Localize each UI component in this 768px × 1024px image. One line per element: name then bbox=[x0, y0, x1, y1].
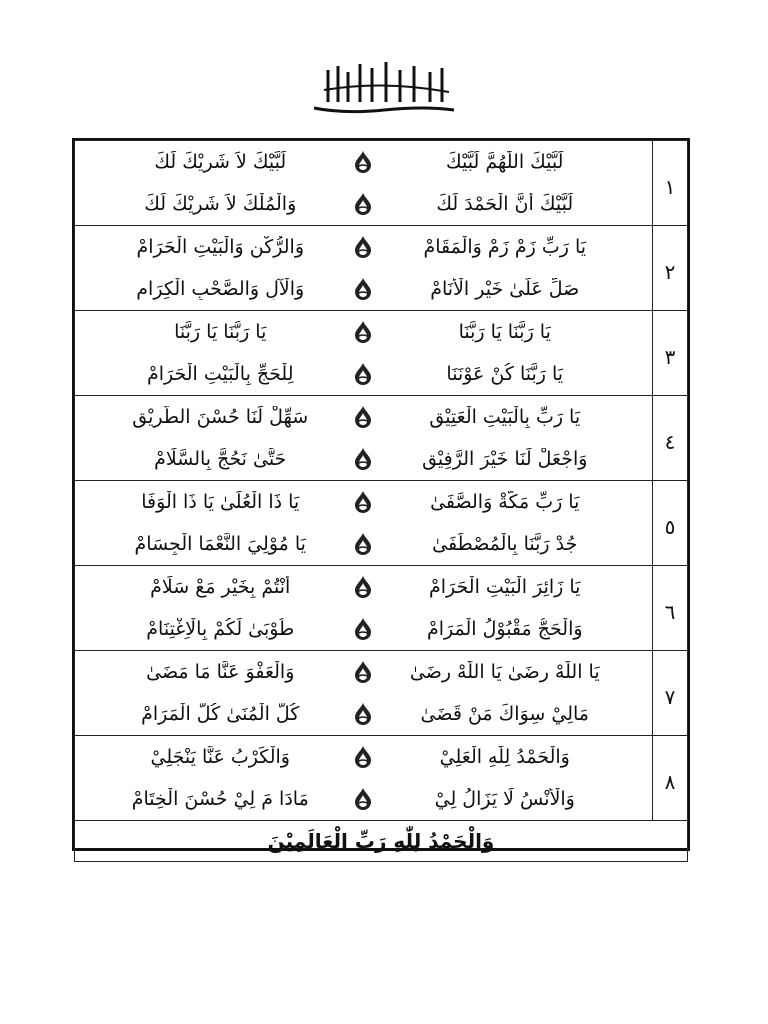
verse-line bbox=[75, 396, 652, 438]
stanza-verses bbox=[75, 651, 653, 736]
poem-table bbox=[74, 140, 688, 862]
stanza-number: ٧ bbox=[653, 651, 688, 736]
verse-line bbox=[75, 651, 652, 693]
teardrop-flourish-icon bbox=[348, 699, 378, 729]
teardrop-flourish-icon bbox=[348, 572, 378, 602]
stanza-row bbox=[75, 141, 688, 226]
verse-line bbox=[75, 183, 652, 225]
verse-left-hemistich: يَا رَبَّنَا يَا رَبَّنَا bbox=[174, 321, 267, 343]
verse-line bbox=[75, 778, 652, 820]
verse-right-hemistich: وَالْأُنْسُ لَا يَزَالُ لِيْ bbox=[434, 788, 575, 810]
teardrop-flourish-icon bbox=[348, 189, 378, 219]
verse-right-hemistich: لَبَّيْكَ اللّٰهُمَّ لَبَّيْكَ bbox=[446, 151, 564, 173]
teardrop-flourish-icon bbox=[348, 657, 378, 687]
verse-left-hemistich: وَالْكَرْبُ عَنَّا يَنْجَلِيْ bbox=[150, 746, 290, 768]
teardrop-flourish-icon bbox=[348, 274, 378, 304]
teardrop-flourish-icon bbox=[348, 784, 378, 814]
stanza-number: ٢ bbox=[653, 226, 688, 311]
verse-left-hemistich: لِلْحَجِّ بِالْبَيْتِ الْحَرَامْ bbox=[146, 363, 294, 385]
stanza-verses bbox=[75, 481, 653, 566]
verse-left-hemistich: وَالرُّكْنِ وَالْبَيْتِ الْحَرَامْ bbox=[136, 236, 305, 258]
verse-right-hemistich: لَبَّيْكَ أَنَّ الْحَمْدَ لَكَ bbox=[436, 193, 574, 215]
verse-right-hemistich: وَالْحَجُّ مَقْبُوْلُ الْمَرَامْ bbox=[426, 618, 583, 640]
teardrop-flourish-icon bbox=[348, 614, 378, 644]
stanza-verses bbox=[75, 566, 653, 651]
verse-line bbox=[75, 226, 652, 268]
verse-right-hemistich: جُدْ رَبَّنَا بِالْمُصْطَفَىٰ bbox=[432, 533, 578, 555]
stanza-verses bbox=[75, 396, 653, 481]
stanza-number: ٨ bbox=[653, 736, 688, 821]
basmala-text bbox=[0, 0, 1, 1]
verse-right-hemistich: يَا زَائِرَ الْبَيْتِ الْحَرَامْ bbox=[429, 576, 581, 598]
verse-line bbox=[75, 736, 652, 778]
stanza-number: ٦ bbox=[653, 566, 688, 651]
verse-right-hemistich: وَاجْعَلْ لَنَا خَيْرَ الرَّفِيْقِ bbox=[422, 448, 588, 470]
verse-right-hemistich: يَا رَبِّ مَكَّةْ وَالصَّفَىٰ bbox=[430, 491, 580, 513]
teardrop-flourish-icon bbox=[348, 402, 378, 432]
verse-right-hemistich: صَلِّ عَلَىٰ خَيْرِ الْأَنَامْ bbox=[430, 278, 580, 300]
verse-line bbox=[75, 693, 652, 735]
teardrop-flourish-icon bbox=[348, 317, 378, 347]
closing-text: وَالْحَمْدُ لِلّٰهِ رَبِّ الْعَالَمِيْنَ bbox=[75, 821, 688, 862]
basmala-flourish bbox=[284, 50, 484, 120]
verse-line bbox=[75, 268, 652, 310]
verse-left-hemistich: وَالْمُلْكَ لاَ شَرِيْكَ لَكَ bbox=[144, 193, 297, 215]
teardrop-flourish-icon bbox=[348, 487, 378, 517]
verse-left-hemistich: وَالْآلِ وَالصَّحْبِ الْكِرَامِ bbox=[136, 278, 305, 300]
stanza-number: ٣ bbox=[653, 311, 688, 396]
stanza-row bbox=[75, 736, 688, 821]
verse-left-hemistich: كُلَّ الْمُنَىٰ كُلَّ الْمَرَامْ bbox=[141, 703, 300, 725]
stanza-number: ٥ bbox=[653, 481, 688, 566]
teardrop-flourish-icon bbox=[348, 359, 378, 389]
verse-left-hemistich: وَالْعَفْوَ عَنَّا مَا مَضَىٰ bbox=[146, 661, 295, 683]
verse-right-hemistich: يَا رَبَّنَا كُنْ عَوْنَنَا bbox=[446, 363, 564, 385]
teardrop-flourish-icon bbox=[348, 147, 378, 177]
stanza-row bbox=[75, 566, 688, 651]
verse-line bbox=[75, 353, 652, 395]
verse-left-hemistich: لَبَّيْكَ لاَ شَرِيْكَ لَكَ bbox=[154, 151, 287, 173]
stanza-verses bbox=[75, 226, 653, 311]
poem-frame bbox=[72, 138, 690, 851]
verse-left-hemistich: يَا مُوْلِيَ النَّعْمَا الْجِسَامْ bbox=[134, 533, 306, 555]
teardrop-flourish-icon bbox=[348, 742, 378, 772]
verse-right-hemistich: مَالِيْ سِوَاكَ مَنْ قَضَىٰ bbox=[420, 703, 589, 725]
stanza-row bbox=[75, 311, 688, 396]
verse-line bbox=[75, 141, 652, 183]
verse-line bbox=[75, 481, 652, 523]
stanza-number: ٤ bbox=[653, 396, 688, 481]
verse-left-hemistich: حَتَّىٰ نَحُجَّ بِالسَّلَامْ bbox=[154, 448, 287, 470]
verse-left-hemistich: سَهِّلْ لَنَا حُسْنَ الطَّرِيْقِ bbox=[132, 406, 309, 428]
stanza-row bbox=[75, 396, 688, 481]
verse-left-hemistich: يَا ذَا الْعُلَىٰ يَا ذَا الْوَفَا bbox=[141, 491, 300, 513]
verse-right-hemistich: وَالْحَمْدُ لِلّٰهِ الْعَلِيْ bbox=[439, 746, 570, 768]
stanza-row bbox=[75, 481, 688, 566]
footer-row bbox=[75, 821, 688, 862]
stanza-number: ١ bbox=[653, 141, 688, 226]
teardrop-flourish-icon bbox=[348, 529, 378, 559]
verse-right-hemistich: يَا رَبَّنَا يَا رَبَّنَا bbox=[458, 321, 551, 343]
stanza-verses bbox=[75, 311, 653, 396]
verse-right-hemistich: يَا رَبِّ زَمْ زَمْ وَالْمَقَامْ bbox=[423, 236, 587, 258]
stanza-verses bbox=[75, 141, 653, 226]
verse-left-hemistich: أَنْتُمْ بِخَيْرٍ مَعْ سَلَامْ bbox=[150, 576, 291, 598]
verse-line bbox=[75, 608, 652, 650]
stanza-verses bbox=[75, 736, 653, 821]
verse-line bbox=[75, 438, 652, 480]
basmala-calligraphy bbox=[284, 50, 484, 120]
verse-line bbox=[75, 523, 652, 565]
verse-left-hemistich: مَادَا مَ لِيْ حُسْنَ الْخِتَامْ bbox=[131, 788, 309, 810]
stanza-row bbox=[75, 651, 688, 736]
teardrop-flourish-icon bbox=[348, 444, 378, 474]
verse-right-hemistich: يَا اللّٰهْ رِضَىٰ يَا اللّٰهْ رِضَىٰ bbox=[409, 661, 600, 683]
verse-left-hemistich: طُوْبَىٰ لَكُمْ بِالْاِغْتِنَامْ bbox=[146, 618, 295, 640]
teardrop-flourish-icon bbox=[348, 232, 378, 262]
stanza-row bbox=[75, 226, 688, 311]
verse-right-hemistich: يَا رَبِّ بِالْبَيْتِ الْعَتِيْقِ bbox=[429, 406, 581, 428]
verse-line bbox=[75, 311, 652, 353]
verse-line bbox=[75, 566, 652, 608]
